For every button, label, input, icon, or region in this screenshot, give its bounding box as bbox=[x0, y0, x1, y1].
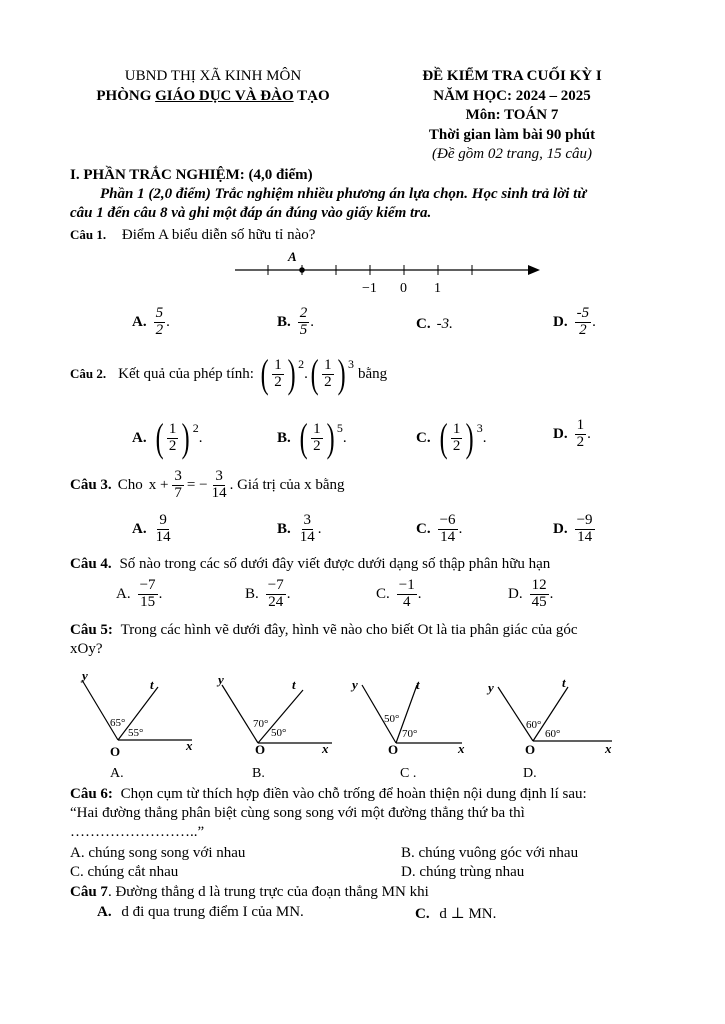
section-title: I. PHẦN TRẮC NGHIỆM: (4,0 điểm) bbox=[70, 167, 313, 183]
q1-option-a[interactable]: A. $\frac{5}{2}$ . bbox=[132, 305, 170, 338]
svg-text:O: O bbox=[525, 742, 536, 757]
question-7 bbox=[70, 884, 429, 901]
angle-figures bbox=[70, 665, 630, 785]
svg-text:O: O bbox=[388, 742, 399, 757]
q2-option-a[interactable]: A. ( $\frac{1}{2}$ ) 2 . bbox=[132, 415, 203, 460]
question-text: . Đường thẳng d là trung trực của đoạn thẳng MN khi bbox=[107, 884, 429, 900]
figure-b bbox=[216, 672, 332, 781]
svg-text:y: y bbox=[488, 680, 494, 695]
question-label: Câu 5: bbox=[70, 622, 113, 638]
tick-label: 0 bbox=[400, 281, 407, 296]
question-text: Chọn cụm từ thích hợp điền vào chỗ trống để hoàn thiện nội dung định lí sau: bbox=[120, 786, 587, 802]
header-subject: Môn: TOÁN 7 bbox=[465, 107, 559, 123]
question-5 bbox=[70, 622, 578, 639]
question-text: Điểm A biểu diễn số hữu tỉ nào? bbox=[121, 227, 316, 243]
q1-option-d[interactable]: D. $\frac{-5}{2}$ . bbox=[553, 305, 596, 338]
option-label: B. bbox=[277, 520, 291, 537]
svg-text:A.: A. bbox=[110, 766, 124, 781]
q7-option-a[interactable]: A. d đi qua trung điểm I của MN. bbox=[97, 904, 304, 920]
q2-option-c[interactable]: C. ( $\frac{1}{2}$ ) 3 . bbox=[416, 415, 487, 460]
header-left-line1: UBND THỊ XÃ KINH MÔN bbox=[124, 68, 302, 84]
q6-option-b[interactable]: B. chúng vuông góc với nhau bbox=[401, 845, 579, 861]
question-5-line2: xOy? bbox=[70, 641, 103, 657]
tick-label: 1 bbox=[434, 281, 441, 296]
axis-arrow bbox=[528, 265, 540, 275]
q4-option-b[interactable]: B. $\frac{-7}{24}$ . bbox=[245, 577, 291, 610]
q3-option-d[interactable]: D. $\frac{-9}{14}$ bbox=[553, 512, 593, 545]
q1-option-c[interactable]: C. -3. bbox=[416, 316, 453, 332]
question-6-line2: “Hai đường thẳng phân biệt cùng song song với một đường thẳng thứ ba thì bbox=[70, 805, 525, 821]
option-label: D. bbox=[553, 313, 568, 330]
point-a-label: A bbox=[288, 250, 297, 264]
point-a-dot bbox=[299, 267, 305, 273]
question-text: Kết quả của phép tính: bbox=[118, 365, 254, 382]
svg-text:70°: 70° bbox=[402, 728, 418, 740]
svg-text:O: O bbox=[110, 744, 121, 759]
number-line bbox=[230, 250, 550, 300]
svg-text:55°: 55° bbox=[128, 727, 144, 739]
q4-option-c[interactable]: C. $\frac{-1}{4}$ . bbox=[376, 577, 422, 610]
question-6 bbox=[70, 786, 587, 803]
q4-option-a[interactable]: A. $\frac{-7}{15}$ . bbox=[116, 577, 163, 610]
section-intro-line1: Phần 1 (2,0 điểm) Trắc nghiệm nhiều phương án lựa chọn. Học sinh trả lời từ bbox=[100, 186, 587, 202]
svg-text:y: y bbox=[218, 672, 224, 687]
figure-a bbox=[80, 668, 193, 781]
svg-text:x: x bbox=[186, 738, 193, 753]
q3-option-c[interactable]: C. $\frac{-6}{14}$ . bbox=[416, 512, 463, 545]
svg-text:60°: 60° bbox=[545, 728, 561, 740]
svg-text:D.: D. bbox=[523, 766, 537, 781]
question-label: Câu 7 bbox=[70, 884, 108, 900]
header-page-note: (Đề gồm 02 trang, 15 câu) bbox=[432, 146, 592, 162]
section-intro-line2: câu 1 đến câu 8 và ghi một đáp án đúng vào giấy kiểm tra. bbox=[70, 205, 432, 221]
option-label: C. bbox=[415, 906, 430, 922]
svg-text:C .: C . bbox=[400, 766, 417, 781]
svg-text:50°: 50° bbox=[271, 727, 287, 739]
question-2: Câu 2. Kết quả của phép tính: ( $\frac{1}{2}$ ) 2 . ( $\frac{1}{2}$ ) 3 bằng bbox=[70, 351, 388, 396]
option-label: D. bbox=[553, 520, 568, 537]
svg-text:50°: 50° bbox=[384, 713, 400, 725]
option-label: B. bbox=[277, 429, 291, 446]
q7-option-c[interactable]: C. d ⊥ MN. bbox=[415, 906, 497, 922]
option-label: C. bbox=[376, 585, 390, 602]
question-1 bbox=[70, 227, 315, 244]
figure-c bbox=[350, 677, 465, 781]
q1-option-b[interactable]: B. $\frac{2}{5}$ . bbox=[277, 305, 315, 338]
q2-expression: ( $\frac{1}{2}$ ) 2 . ( $\frac{1}{2}$ ) 3 bbox=[260, 351, 354, 396]
question-6-line3: ……………………..” bbox=[70, 824, 205, 840]
option-label: D. bbox=[553, 425, 568, 442]
option-label: A. bbox=[132, 429, 147, 446]
svg-text:t: t bbox=[150, 677, 154, 692]
svg-text:t: t bbox=[562, 675, 566, 690]
q6-option-a[interactable]: A. chúng song song với nhau bbox=[70, 845, 246, 861]
svg-text:x: x bbox=[322, 741, 329, 756]
q3-option-a[interactable]: A. $\frac{9}{14}$ bbox=[132, 512, 171, 545]
figure-d bbox=[486, 675, 612, 781]
question-label: Câu 2. bbox=[70, 366, 107, 381]
option-label: A. bbox=[97, 904, 112, 920]
svg-text:70°: 70° bbox=[253, 718, 269, 730]
q6-option-c[interactable]: C. chúng cắt nhau bbox=[70, 864, 179, 880]
q3-option-b[interactable]: B. $\frac{3}{14}$ . bbox=[277, 512, 322, 545]
tick-label: −1 bbox=[362, 281, 377, 296]
question-text: Số nào trong các số dưới đây viết được dưới dạng số thập phân hữu hạn bbox=[119, 556, 551, 572]
option-label: A. bbox=[116, 585, 131, 602]
svg-text:O: O bbox=[255, 742, 266, 757]
option-label: A. bbox=[132, 313, 147, 330]
question-text: Trong các hình vẽ dưới đây, hình vẽ nào cho biết Ot là tia phân giác của góc bbox=[120, 622, 578, 638]
svg-text:t: t bbox=[416, 677, 420, 692]
header-school-year: NĂM HỌC: 2024 – 2025 bbox=[433, 88, 591, 104]
question-label: Câu 4. bbox=[70, 556, 112, 572]
q6-option-d[interactable]: D. chúng trùng nhau bbox=[401, 864, 525, 880]
svg-text:y: y bbox=[82, 668, 88, 683]
option-label: B. bbox=[245, 585, 259, 602]
option-label: C. bbox=[416, 316, 431, 332]
option-label: D. bbox=[508, 585, 523, 602]
question-3: Câu 3. Cho x + $\frac{3}{7}$ = − $\frac{3}{14}$ . Giá trị của x bằng bbox=[70, 468, 345, 501]
svg-text:x: x bbox=[605, 741, 612, 756]
q2-option-d[interactable]: D. $\frac{1}{2}$ . bbox=[553, 417, 591, 450]
q4-option-d[interactable]: D. $\frac{12}{45}$ . bbox=[508, 577, 554, 610]
header-left-line2: PHÒNG GIÁO DỤC VÀ ĐÀO TẠO bbox=[96, 88, 330, 104]
svg-text:y: y bbox=[352, 677, 358, 692]
header-exam-title: ĐỀ KIỂM TRA CUỐI KỲ I bbox=[422, 68, 602, 84]
header-duration: Thời gian làm bài 90 phút bbox=[428, 127, 596, 143]
svg-text:60°: 60° bbox=[526, 719, 542, 731]
option-label: B. bbox=[277, 313, 291, 330]
option-label: A. bbox=[132, 520, 147, 537]
question-4 bbox=[70, 556, 550, 573]
svg-text:B.: B. bbox=[252, 766, 265, 781]
question-label: Câu 1. bbox=[70, 227, 107, 242]
option-label: C. bbox=[416, 429, 431, 446]
question-label: Câu 6: bbox=[70, 786, 113, 802]
svg-text:t: t bbox=[292, 677, 296, 692]
q2-option-b[interactable]: B. ( $\frac{1}{2}$ ) 5 . bbox=[277, 415, 347, 460]
option-label: C. bbox=[416, 520, 431, 537]
question-label: Câu 3. bbox=[70, 476, 112, 493]
svg-text:x: x bbox=[458, 741, 465, 756]
svg-text:65°: 65° bbox=[110, 717, 126, 729]
